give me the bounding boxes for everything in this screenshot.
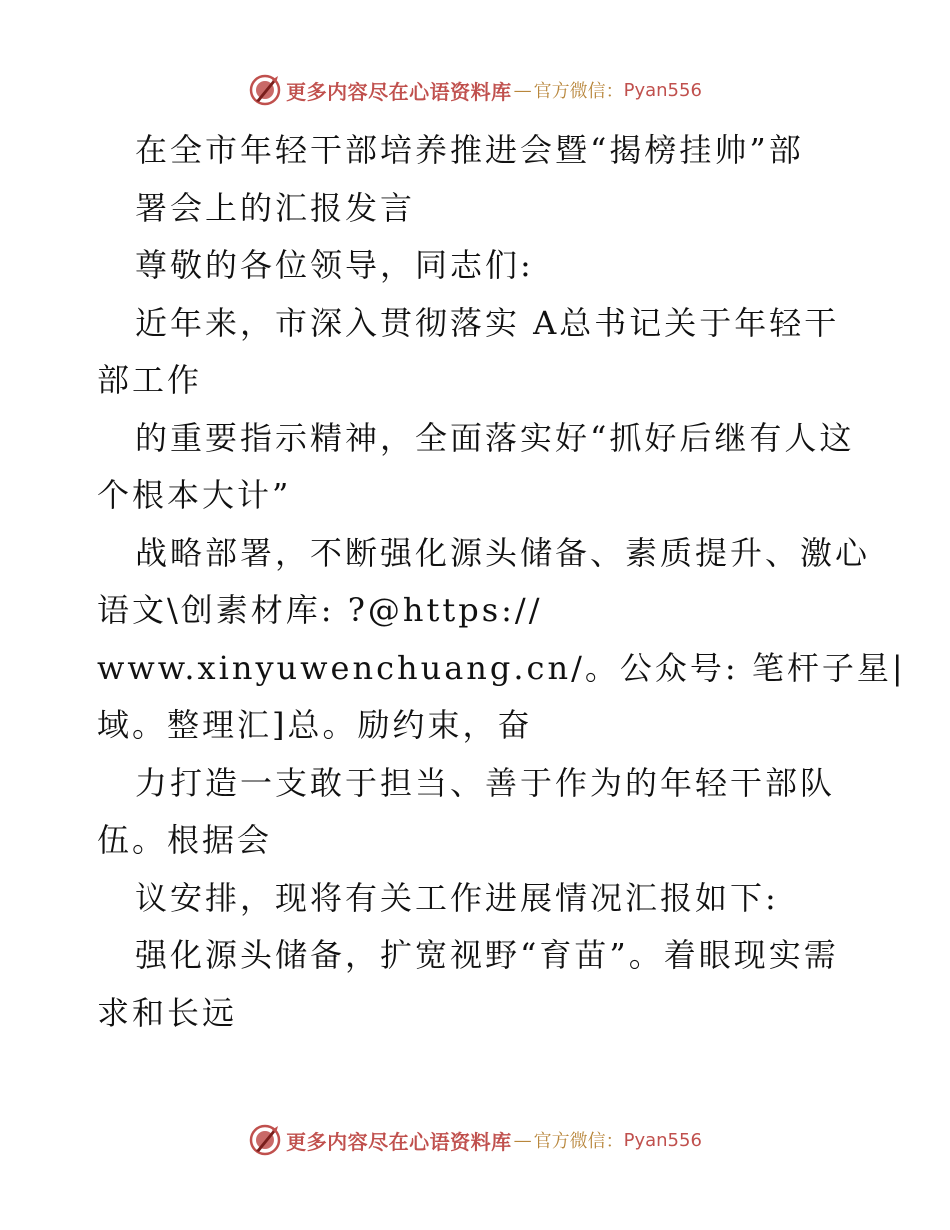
- paragraph-line: www.xinyuwenchuang.cn/。公众号: 笔杆子星|: [97, 648, 906, 687]
- banner-text: 更多内容尽在心语资料库: [286, 1129, 512, 1154]
- paragraph-line: 战略部署，不断强化源头储备、素质提升、激心: [135, 533, 871, 572]
- quill-logo-icon: [248, 1123, 282, 1157]
- paragraph-line: 部工作: [97, 361, 203, 399]
- paragraph-line: 求和长远: [97, 993, 238, 1032]
- banner-separator: —: [513, 79, 532, 101]
- banner-text: 更多内容尽在心语资料库: [286, 79, 512, 104]
- paragraph-line: 伍。根据会: [97, 821, 273, 859]
- banner-separator: —: [513, 1129, 532, 1151]
- greeting: 尊敬的各位领导，同志们:: [135, 246, 534, 284]
- paragraph-line: 的重要指示精神，全面落实好“抓好后继有人这: [135, 418, 855, 457]
- banner-wechat-id: Pyan556: [623, 79, 702, 101]
- paragraph-line: 近年来，市深入贯彻落实 A总书记关于年轻干: [135, 303, 840, 342]
- paragraph-line: 语文\创素材库: ?@https://: [97, 591, 543, 629]
- paragraph-line: 域。整理汇]总。励约束，奋: [97, 706, 533, 744]
- paragraph-line: 个根本大计”: [97, 476, 292, 514]
- banner-wechat-label: 官方微信：: [533, 1131, 624, 1152]
- document-title-line-2: 署会上的汇报发言: [135, 188, 416, 227]
- banner-wechat-id: Pyan556: [623, 1129, 702, 1151]
- document-title-line-1: 在全市年轻干部培养推进会暨“揭榜挂帅”部: [135, 131, 804, 169]
- footer-banner: [0, 1120, 950, 1160]
- paragraph-line: 强化源头储备，扩宽视野“育苗”。着眼现实需: [135, 936, 839, 974]
- paragraph-line: 议安排，现将有关工作进展情况汇报如下:: [135, 878, 779, 917]
- quill-logo-icon: [248, 73, 282, 107]
- banner-wechat-label: 官方微信：: [533, 81, 624, 102]
- document-body: [97, 122, 906, 1042]
- paragraph-line: 力打造一支敢于担当、善于作为的年轻干部队: [135, 763, 836, 802]
- header-banner: [0, 70, 950, 110]
